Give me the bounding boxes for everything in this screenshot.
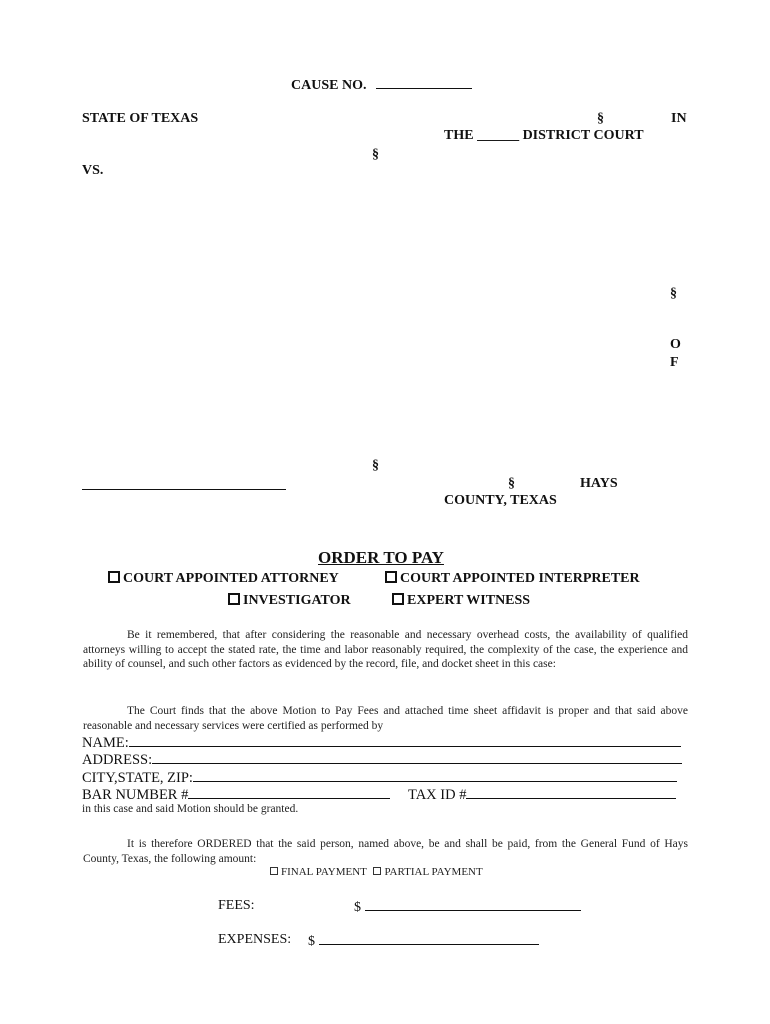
in-label: IN xyxy=(671,111,687,126)
option-expert-witness[interactable]: EXPERT WITNESS xyxy=(392,593,530,609)
option-investigator[interactable]: INVESTIGATOR xyxy=(228,593,351,609)
expenses-label: EXPENSES: xyxy=(218,932,292,947)
expenses-amount: $ xyxy=(308,932,539,950)
bar-number-field: BAR NUMBER # xyxy=(82,786,390,804)
fees-input[interactable] xyxy=(365,898,581,911)
bar-number-input[interactable] xyxy=(188,786,390,799)
tax-id-input[interactable] xyxy=(466,786,676,799)
city-state-zip-field: CITY,STATE, ZIP: xyxy=(82,769,677,787)
expenses-input[interactable] xyxy=(319,932,539,945)
cause-number-blank[interactable] xyxy=(376,76,472,89)
cause-number: CAUSE NO. xyxy=(291,76,472,94)
checkbox-icon[interactable] xyxy=(228,593,240,605)
district-court-label: THE ______ DISTRICT COURT xyxy=(444,128,644,143)
option-court-appointed-attorney[interactable]: COURT APPOINTED ATTORNEY xyxy=(108,571,339,587)
name-input[interactable] xyxy=(129,734,681,747)
section-symbol: § xyxy=(372,458,379,473)
paragraph-remembered: Be it remembered, that after considering the reasonable and necessary overhead costs, the availability of qualified attorneys willing to accept the stated rate, the time and labor reasonably required, the complexity of the case, the experience and ability of counsel, and such other factors as evidenced by the record, file, and docket sheet in this case: xyxy=(83,629,688,670)
fees-amount: $ xyxy=(354,898,581,916)
checkbox-icon[interactable] xyxy=(392,593,404,605)
address-input[interactable] xyxy=(152,751,682,764)
paragraph-granted: in this case and said Motion should be granted. xyxy=(82,803,299,815)
paragraph-ordered: It is therefore ORDERED that the said person, named above, be and shall be paid, from the General Fund of Hays County, Texas, the following amount: xyxy=(83,838,688,865)
checkbox-icon[interactable] xyxy=(385,571,397,583)
checkbox-icon[interactable] xyxy=(373,867,381,875)
address-field: ADDRESS: xyxy=(82,751,682,769)
order-title: ORDER TO PAY xyxy=(318,548,444,567)
section-symbol: § xyxy=(670,286,677,301)
versus-label: VS. xyxy=(82,163,104,178)
section-symbol: § xyxy=(597,111,604,126)
name-field: NAME: xyxy=(82,734,681,752)
checkbox-icon[interactable] xyxy=(108,571,120,583)
checkbox-icon[interactable] xyxy=(270,867,278,875)
payment-type xyxy=(270,866,483,878)
section-symbol: § xyxy=(508,476,515,491)
fees-label: FEES: xyxy=(218,898,255,913)
section-symbol: § xyxy=(372,147,379,162)
tax-id-field: TAX ID # xyxy=(408,786,676,804)
partial-payment-option[interactable]: PARTIAL PAYMENT xyxy=(373,866,482,878)
option-court-appointed-interpreter[interactable]: COURT APPOINTED INTERPRETER xyxy=(385,571,640,587)
paragraph-court-finds: The Court finds that the above Motion to Pay Fees and attached time sheet affidavit is proper and that said above reasonable and necessary services were certified as performed by xyxy=(83,705,688,732)
of-label-o: O xyxy=(670,337,681,352)
city-state-zip-input[interactable] xyxy=(193,769,677,782)
defendant-name-blank[interactable] xyxy=(82,489,286,490)
final-payment-option[interactable]: FINAL PAYMENT xyxy=(270,866,367,878)
plaintiff-name: STATE OF TEXAS xyxy=(82,111,199,126)
hays-label: HAYS xyxy=(580,476,618,491)
county-label: COUNTY, TEXAS xyxy=(444,493,557,508)
of-label-f: F xyxy=(670,355,679,370)
